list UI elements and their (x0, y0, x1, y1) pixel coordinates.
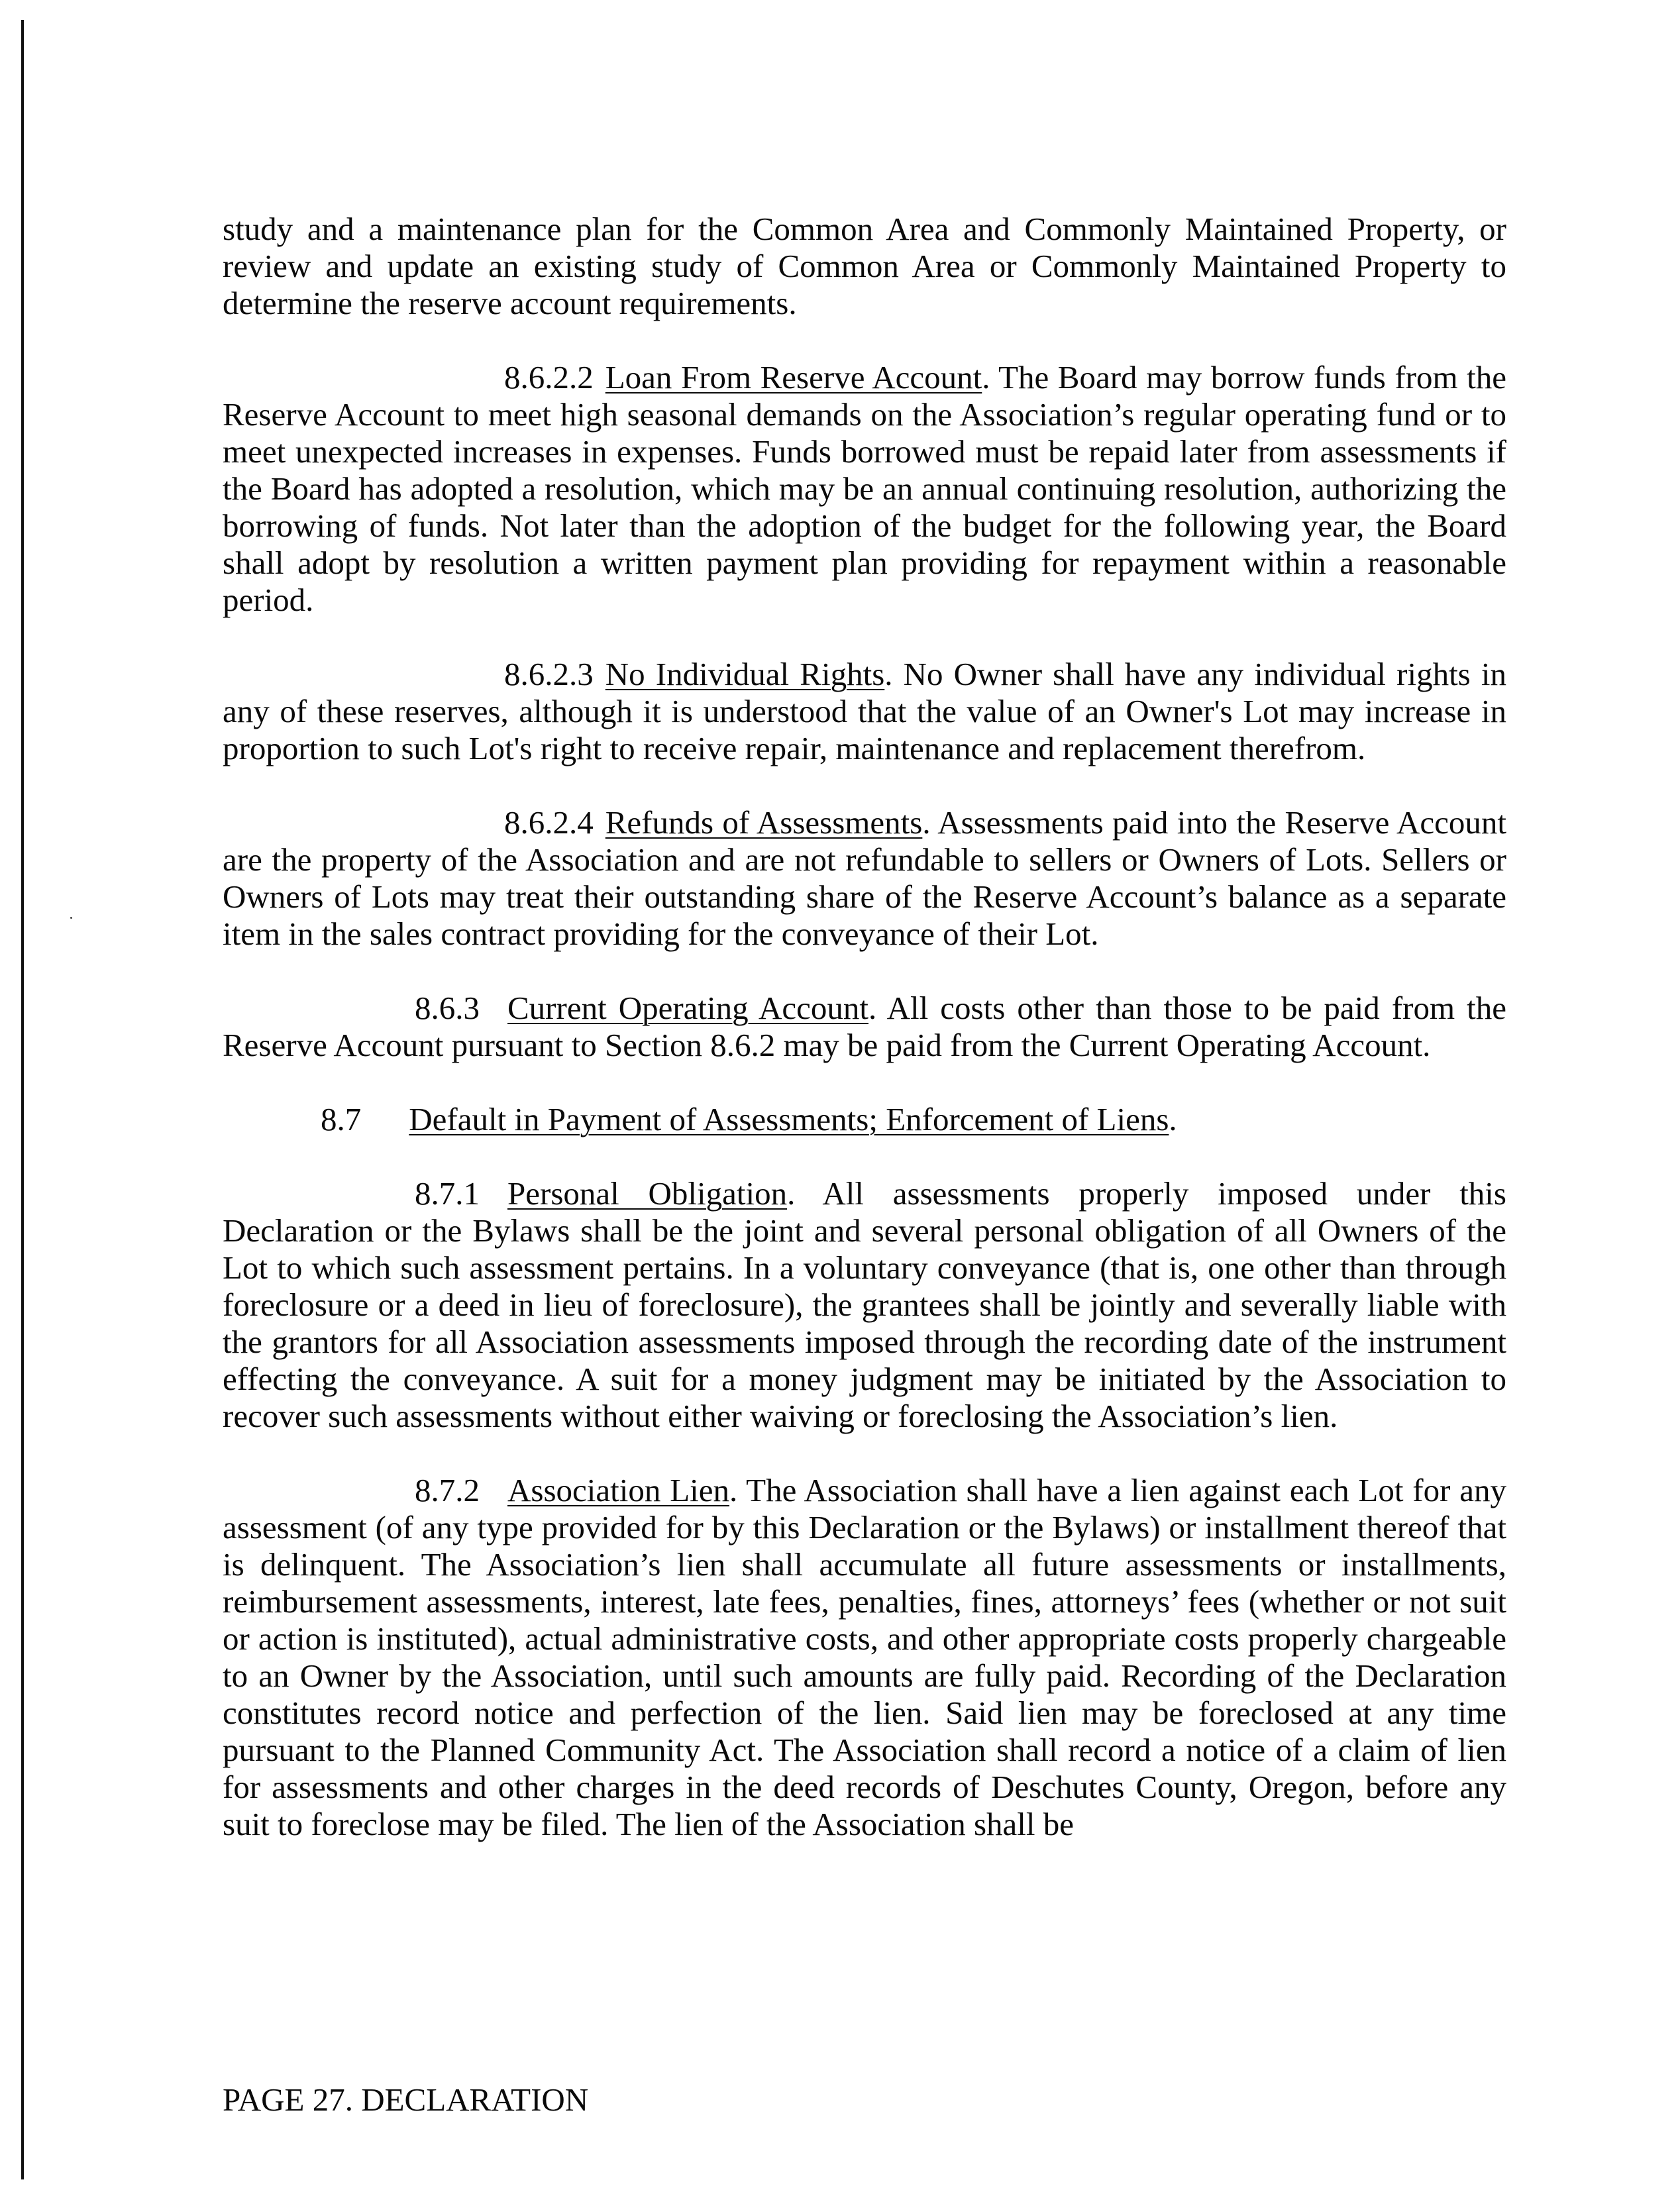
paragraph-text: . No Owner shall have any individual rights in any of these reserves, although it is understood that the value of an Owner's Lot may increase in proportion to such Lot's right to receive repair, maintenance and replacement therefrom. (223, 656, 1506, 766)
section-number: 8.7 (321, 1101, 362, 1137)
paragraph-text: . All costs other than those to be paid from the Reserve Account pursuant to Section 8.6.2 may be paid from the Current Operating Account. (223, 990, 1507, 1063)
scan-speck (70, 917, 72, 919)
paragraph-8-6-2-4 (223, 804, 1506, 953)
paragraph-8-6-2-3 (223, 656, 1506, 767)
section-number: 8.7.1 (415, 1175, 480, 1212)
section-heading: Personal Obligation (507, 1175, 788, 1212)
section-heading: Refunds of Assessments (605, 804, 923, 841)
paragraph-8-6-3 (223, 990, 1506, 1064)
paragraph-continuation (223, 211, 1506, 322)
paragraph-text: study and a maintenance plan for the Common Area and Commonly Maintained Property, or review and update an existing study of Common Area or Commonly Maintained Property to determine the reserve account requirements. (223, 211, 1506, 321)
paragraph-8-7-2 (223, 1472, 1506, 1843)
left-margin-rule (21, 20, 24, 2179)
page-footer: PAGE 27. DECLARATION (223, 2081, 589, 2118)
document-body (223, 211, 1506, 1880)
section-number: 8.6.3 (415, 990, 480, 1026)
section-heading: No Individual Rights (605, 656, 885, 692)
paragraph-text: . All assessments properly imposed under this Declaration or the Bylaws shall be the joint and several personal obligation of all Owners of the Lot to which such assessment pertains. In a voluntary conveyance (that is, one other than through foreclosure or a deed in lieu of foreclosure), the grantees shall be jointly and severally liable with the grantors for all Association assessments imposed through the recording date of the instrument effecting the conveyance. A suit for a money judgment may be initiated by the Association to recover such assessments without either waiving or foreclosing the Association’s lien. (223, 1175, 1506, 1434)
paragraph-8-7-1 (223, 1175, 1506, 1435)
section-number: 8.7.2 (415, 1472, 480, 1508)
paragraph-8-6-2-2 (223, 359, 1506, 619)
paragraph-text: . (1169, 1101, 1177, 1137)
paragraph-text: . The Association shall have a lien against each Lot for any assessment (of any type provided for by this Declaration or the Bylaws) or installment thereof that is delinquent. The Association’s lien shall accumulate all future assessments or installments, reimbursement assessments, interest, late fees, penalties, fines, attorneys’ fees (whether or not suit or action is instituted), actual administrative costs, and other appropriate costs properly chargeable to an Owner by the Association, until such amounts are fully paid. Recording of the Declaration constitutes record notice and perfection of the lien. Said lien may be foreclosed at any time pursuant to the Planned Community Act. The Association shall record a notice of a claim of lien for assessments and other charges in the deed records of Deschutes County, Oregon, before any suit to foreclose may be filed. The lien of the Association shall be (223, 1472, 1507, 1842)
section-number: 8.6.2.3 (504, 656, 594, 692)
paragraph-text: . The Board may borrow funds from the Reserve Account to meet high seasonal demands on the Association’s regular operating fund or to meet unexpected increases in expenses. Funds borrowed must be repaid later from assessments if the Board has adopted a resolution, which may be an annual continuing resolution, authorizing the borrowing of funds. Not later than the adoption of the budget for the following year, the Board shall adopt by resolution a written payment plan providing for repayment within a reasonable period. (223, 359, 1506, 618)
section-heading: Current Operating Account (507, 990, 869, 1026)
paragraph-8-7 (223, 1101, 1506, 1138)
paragraph-text: . Assessments paid into the Reserve Account are the property of the Association and are not refundable to sellers or Owners of Lots. Sellers or Owners of Lots may treat their outstanding share of the Reserve Account’s balance as a separate item in the sales contract providing for the conveyance of their Lot. (223, 804, 1507, 952)
section-number: 8.6.2.4 (504, 804, 594, 841)
section-heading: Association Lien (507, 1472, 729, 1508)
section-number: 8.6.2.2 (504, 359, 594, 395)
section-heading: Loan From Reserve Account (605, 359, 982, 395)
section-heading: Default in Payment of Assessments; Enforcement of Liens (409, 1101, 1169, 1137)
